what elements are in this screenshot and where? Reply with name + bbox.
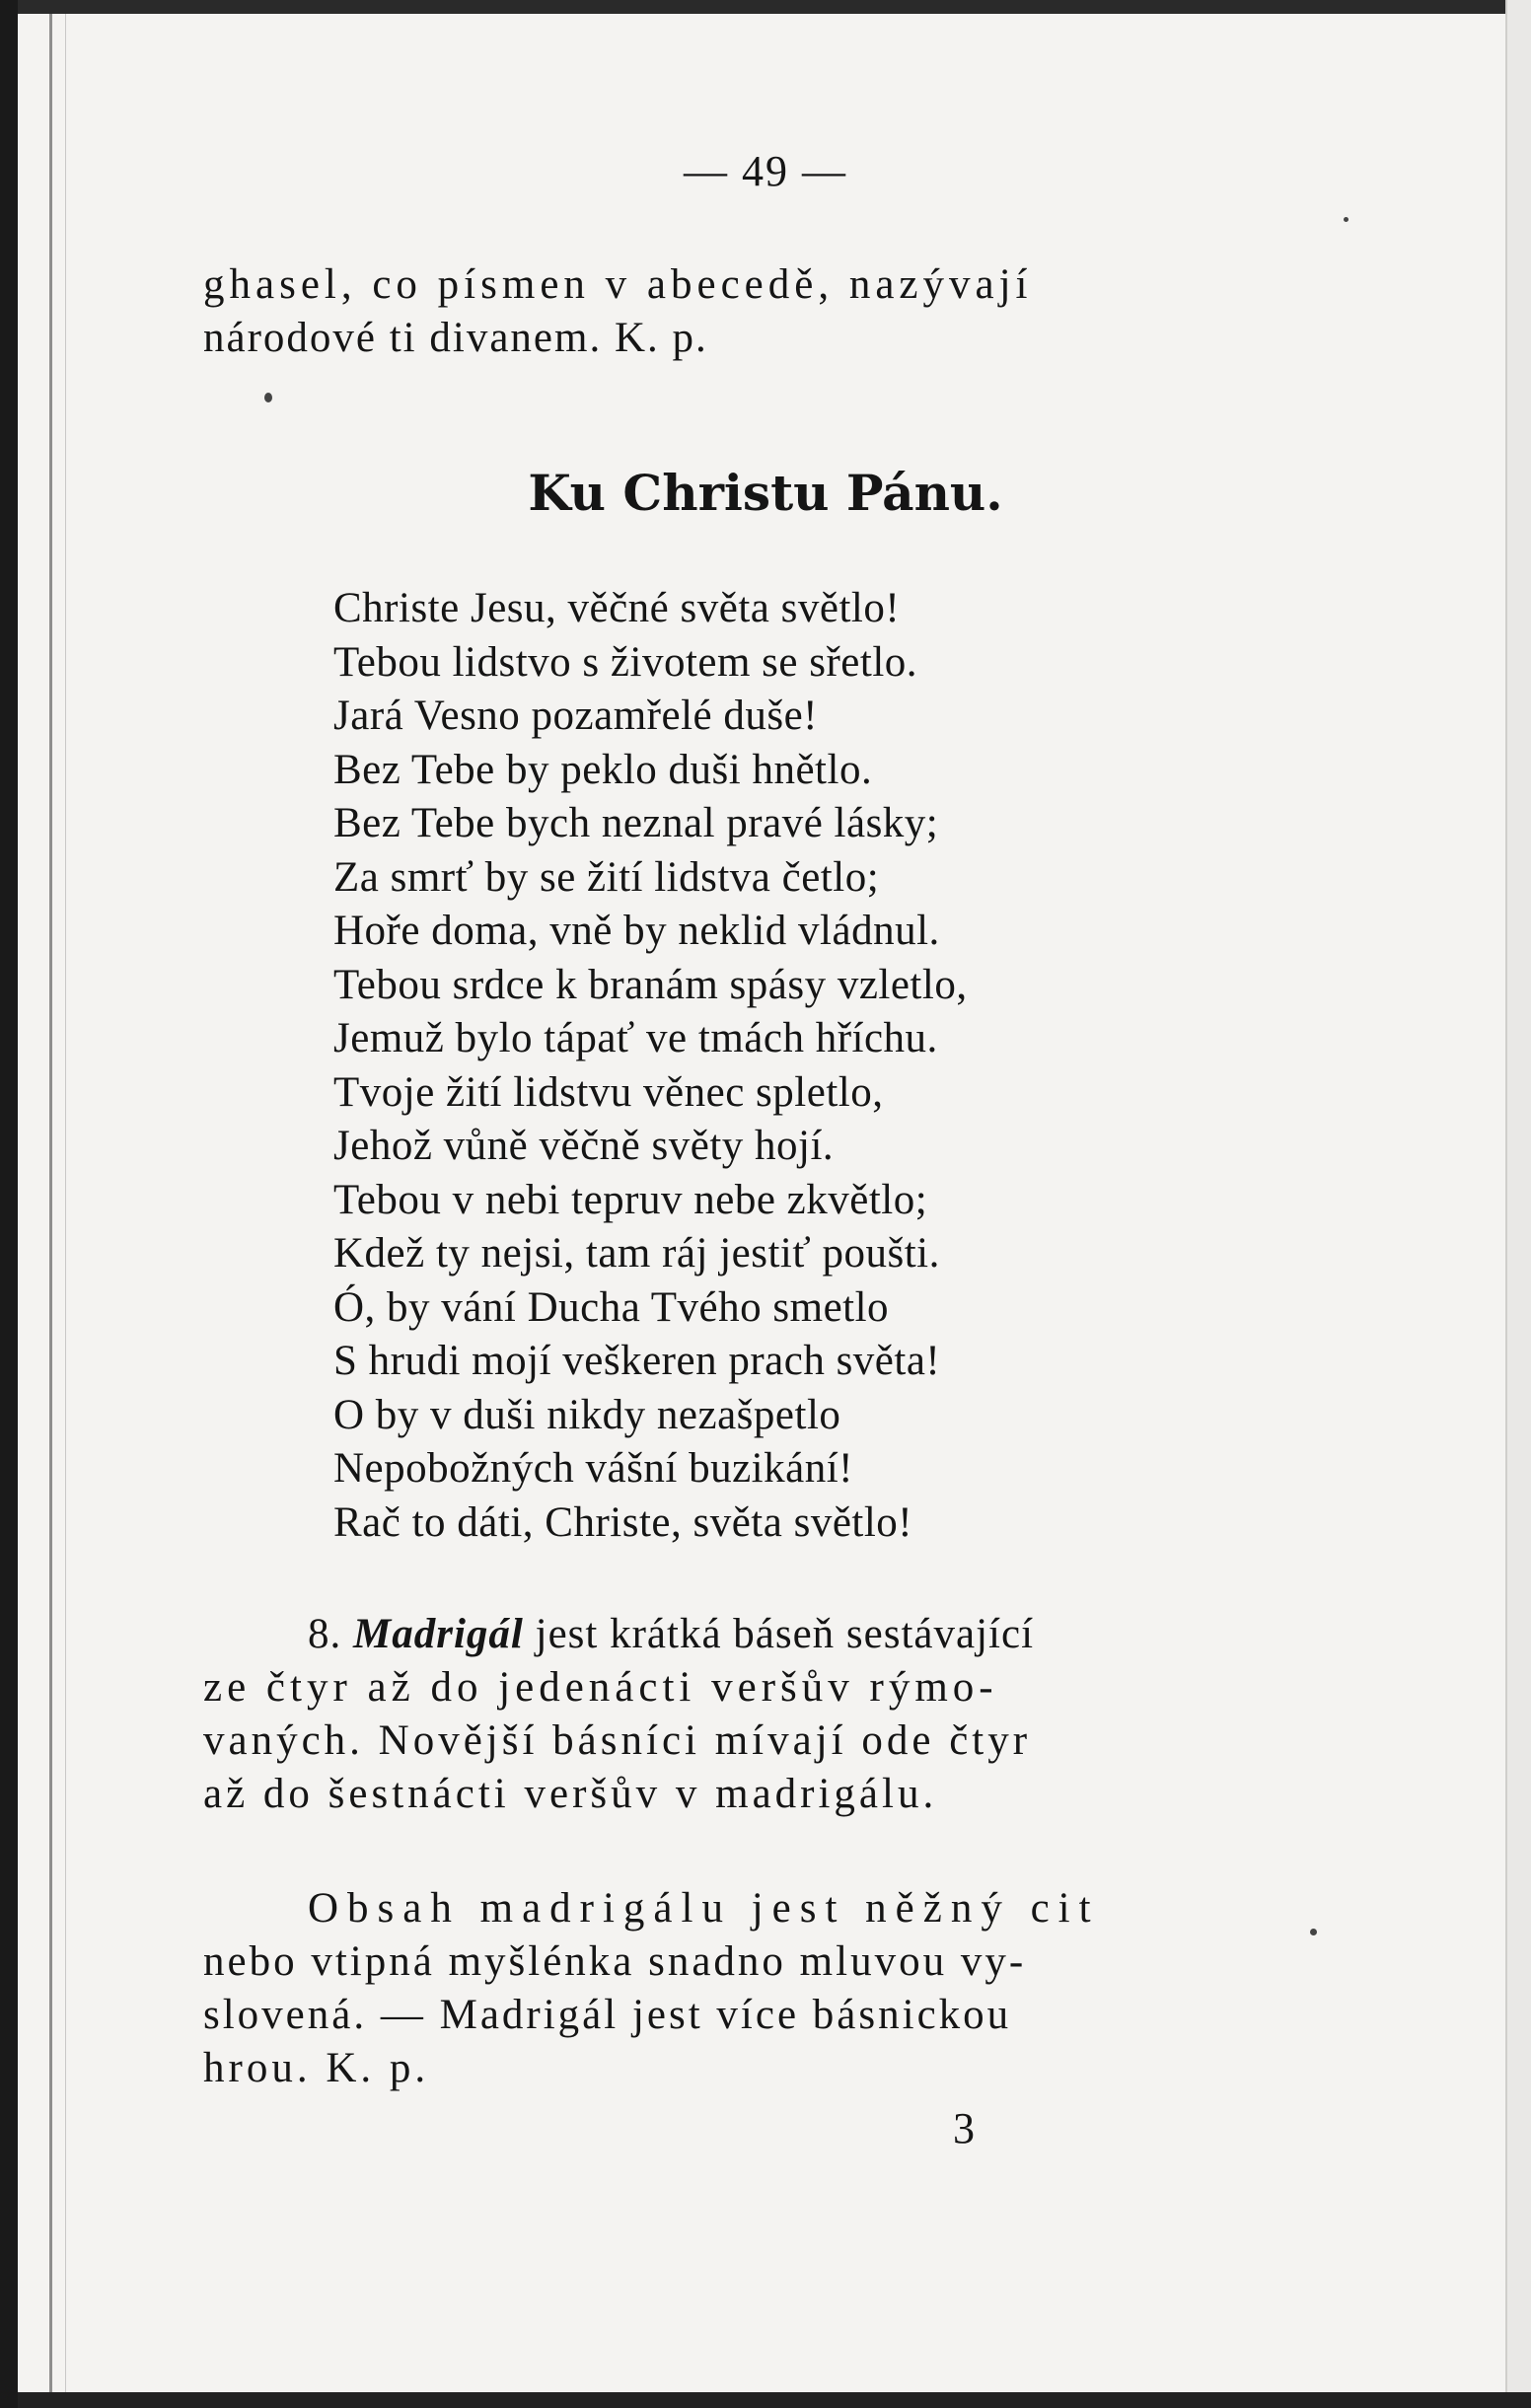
poem-verse: O by v duši nikdy nezašpetlo bbox=[333, 1391, 841, 1438]
intro-line: ghasel, co písmen v abecedě, nazývají bbox=[203, 261, 1033, 308]
signature-mark: 3 bbox=[953, 2104, 975, 2153]
scan-border-right bbox=[1505, 0, 1531, 2408]
ink-speck bbox=[1344, 217, 1349, 222]
content-line: Obsah madrigálu jest něžný cit bbox=[308, 1885, 1100, 1932]
section-number: 8. bbox=[308, 1611, 342, 1657]
poem-verse: Rač to dáti, Christe, světa světlo! bbox=[333, 1498, 913, 1546]
binding-gutter-shadow bbox=[65, 14, 66, 2392]
poem-verse: Za smrť by se žití lidstva četlo; bbox=[333, 853, 880, 901]
madrigal-line: vaných. Novější básníci mívají ode čtyr bbox=[203, 1717, 1032, 1764]
content-line: hrou. K. p. bbox=[203, 2045, 430, 2091]
intro-paragraph bbox=[203, 258, 1249, 365]
madrigal-paragraph bbox=[203, 1608, 1249, 1821]
poem-verse: Jehož vůně věčně světy hojí. bbox=[333, 1123, 835, 1169]
madrigal-term: Madrigál bbox=[353, 1611, 524, 1657]
madrigal-line: ze čtyr až do jedenácti veršův rýmo- bbox=[203, 1664, 998, 1711]
intro-line: národové ti divanem. K. p. bbox=[203, 315, 708, 361]
scan-border-left bbox=[0, 0, 18, 2408]
scan-border-bottom bbox=[18, 2392, 1531, 2408]
ink-speck bbox=[1310, 1929, 1317, 1935]
madrigal-line: až do šestnácti veršův v madrigálu. bbox=[203, 1771, 938, 1817]
content-paragraph bbox=[203, 1882, 1249, 2095]
page-number: — 49 — bbox=[684, 147, 847, 195]
poem-verse: Ó, by vání Ducha Tvého smetlo bbox=[333, 1283, 890, 1331]
poem-verse: Jemuž bylo tápať ve tmách hříchu. bbox=[333, 1015, 938, 1061]
content-line: nebo vtipná myšlénka snadno mluvou vy- bbox=[203, 1938, 1027, 1985]
content-line: slovená. — Madrigál jest více básnickou bbox=[203, 1992, 1012, 2038]
poem-verse: Christe Jesu, věčné světa světlo! bbox=[333, 585, 901, 631]
poem-verse: Hoře doma, vně by neklid vládnul. bbox=[333, 908, 940, 954]
madrigal-first-rest: jest krátká báseň sestávající bbox=[535, 1611, 1035, 1657]
poem-body bbox=[333, 582, 968, 1550]
poem-verse: Tvoje žití lidstvu věnec spletlo, bbox=[333, 1068, 884, 1116]
scan-border-top bbox=[18, 0, 1531, 14]
poem-verse: Nepobožných vášní buzikání! bbox=[333, 1445, 853, 1492]
madrigal-line-first bbox=[203, 1608, 1249, 1661]
poem-verse: Jará Vesno pozamřelé duše! bbox=[333, 693, 818, 739]
ink-speck bbox=[264, 393, 272, 402]
poem-verse: Bez Tebe by peklo duši hnětlo. bbox=[333, 746, 873, 793]
poem-verse: Tebou srdce k branám spásy vzletlo, bbox=[333, 961, 968, 1008]
poem-verse: Tebou v nebi tepruv nebe zkvětlo; bbox=[333, 1176, 928, 1223]
poem-title: Ku Christu Pánu. bbox=[528, 464, 1003, 522]
binding-gutter bbox=[49, 14, 52, 2392]
poem-verse: Kdež ty nejsi, tam ráj jestiť poušti. bbox=[333, 1230, 940, 1277]
poem-verse: S hrudi mojí veškeren prach světa! bbox=[333, 1338, 941, 1384]
poem-verse: Tebou lidstvo s životem se sřetlo. bbox=[333, 638, 918, 686]
poem-verse: Bez Tebe bych neznal pravé lásky; bbox=[333, 800, 939, 846]
